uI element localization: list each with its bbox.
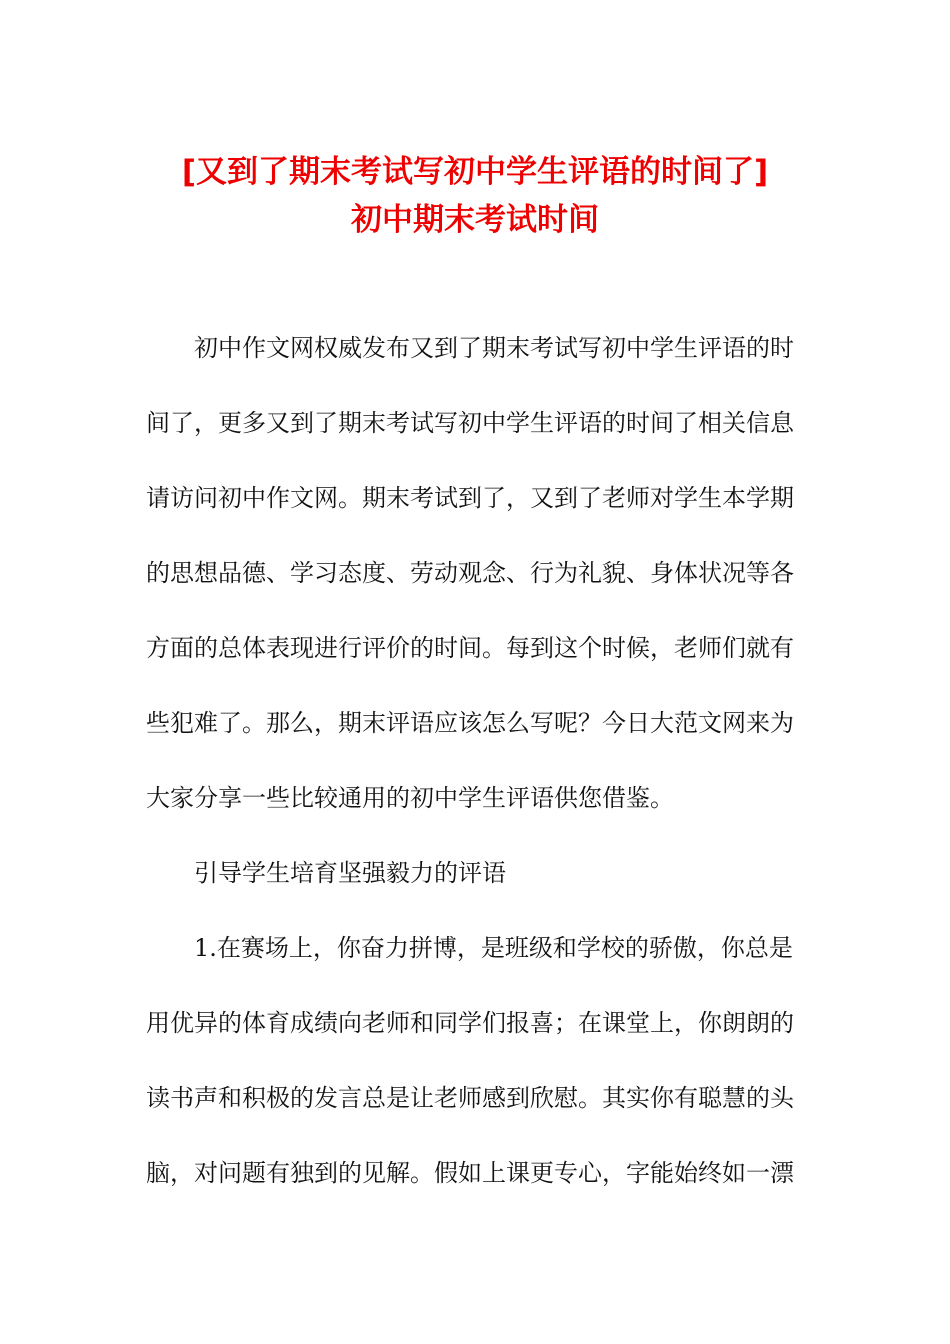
paragraph-line-6: 些犯难了。那么，期末评语应该怎么写呢？今日大范文网来为	[146, 709, 794, 737]
paragraph-line-9: 1.在赛场上，你奋力拼博，是班级和学校的骄傲，你总是	[194, 934, 793, 962]
document-title-line-1: [又到了期末考试写初中学生评语的时间了]	[181, 154, 769, 190]
paragraph-line-11: 读书声和积极的发言总是让老师感到欣慰。其实你有聪慧的头	[146, 1084, 794, 1112]
paragraph-line-4: 的思想品德、学习态度、劳动观念、行为礼貌、身体状况等各	[146, 559, 794, 587]
paragraph-line-10: 用优异的体育成绩向老师和同学们报喜；在课堂上，你朗朗的	[146, 1009, 794, 1037]
paragraph-line-5: 方面的总体表现进行评价的时间。每到这个时候，老师们就有	[146, 634, 794, 662]
paragraph-line-7: 大家分享一些比较通用的初中学生评语供您借鉴。	[146, 784, 674, 812]
paragraph-line-3: 请访问初中作文网。期末考试到了，又到了老师对学生本学期	[146, 484, 794, 512]
paragraph-line-2: 间了，更多又到了期末考试写初中学生评语的时间了相关信息	[146, 409, 794, 437]
document-title-line-2: 初中期末考试时间	[351, 202, 599, 238]
paragraph-line-12: 脑，对问题有独到的见解。假如上课更专心，字能始终如一漂	[146, 1159, 794, 1187]
section-heading: 引导学生培育坚强毅力的评语	[194, 859, 506, 887]
paragraph-line-1: 初中作文网权威发布又到了期末考试写初中学生评语的时	[194, 334, 794, 362]
